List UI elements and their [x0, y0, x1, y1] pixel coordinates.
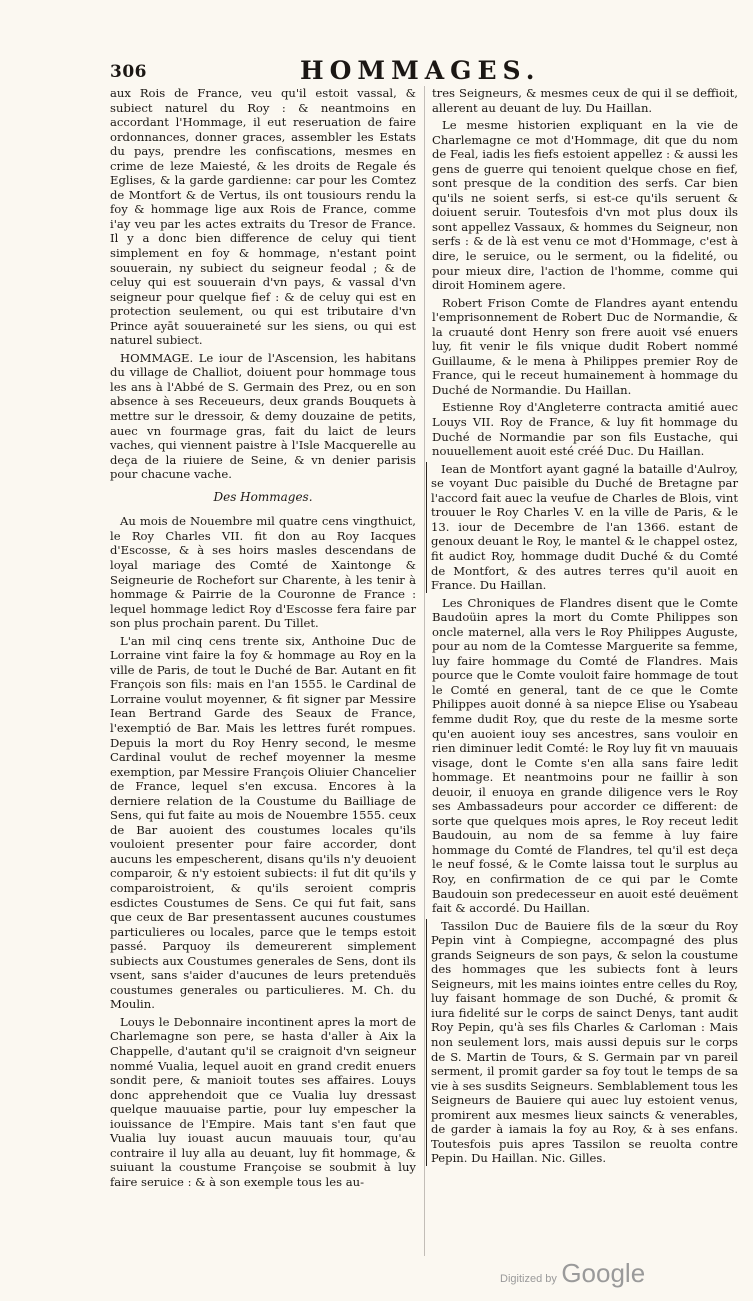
paragraph: Robert Frison Comte de Flandres ayant entendu l'emprisonnement de Robert Duc de Normandie, & la cruauté dont Henry son frere auoit vsé enuers luy, fit venir le fils vnique dudit Robert nommé Guillaume, & le mena à Philippes premier Roy de France, qui le receut humainement à hommage du Duché de Normandie. Du Haillan.	[432, 295, 738, 397]
page-header	[110, 56, 730, 86]
running-title: HOMMAGES.	[300, 56, 541, 85]
paragraph: HOMMAGE. Le iour de l'Ascension, les habitans du village de Challiot, doiuent pour hommage tous les ans à l'Abbé de S. Germain des Prez, ou en son absence à ses Receueurs, deux grands Bouquets à mettre sur le dressoir, & demy douzaine de petits, auec vn fourmage gras, fait du laict de leurs vaches, qui viennent paistre à l'Isle Macquerelle au deça de la riuiere de Seine, & vn denier parisis pour chacune vache.	[110, 350, 416, 482]
paragraph: Tassilon Duc de Bauiere fils de la sœur du Roy Pepin vint à Compiegne, accompagné des plus grands Seigneurs de son pays, & selon la coustume des hommages que les subiects font à leurs Seigneurs, mit les mains iointes entre celles du Roy, luy faisant hommage de son Duché, & promit & iura fidelité sur le corps de sainct Denys, tant audit Roy Pepin, qu'à ses fils Charles & Carloman : Mais non seulement lors, mais aussi depuis sur le corps de S. Martin de Tours, & S. Germain par vn pareil serment, il promit garder sa foy tout le temps de sa vie à ses susdits Seigneurs. Semblablement tous les Seigneurs de Bauiere qui auec luy estoient venus, promirent aux mesmes lieux saincts & venerables, de garder à iamais la foy au Roy, & à ses enfans. Toutesfois puis apres Tassilon se reuolta contre Pepin. Du Haillan. Nic. Gilles.	[426, 919, 738, 1166]
paragraph: aux Rois de France, veu qu'il estoit vassal, & subiect naturel du Roy : & neantmoins en accordant l'Hommage, il eut reseruation de faire ordonnances, donner graces, assembler les Estats du pays, prendre les confiscations, mesmes en crime de leze Maiesté, & les droits de Regale és Eglises, & la garde gardienne: car pour les Comtez de Montfort & de Vertus, ils ont tousiours rendu la foy & hommage lige aux Rois de France, comme i'ay veu par les actes extraits du Tresor de France. Il y a donc bien difference de celuy qui tient simplement en foy & hommage, n'estant point souuerain, ny subiect du seigneur feodal ; & de celuy qui est souuerain d'vn pays, & vassal d'vn seigneur pour quelque fief : & de celuy qui est en protection seulement, ou qui est tributaire d'vn Prince ayāt souueraineté sur les siens, ou qui est naturel subiect.	[110, 86, 416, 348]
right-column	[432, 86, 738, 1169]
paragraph: Estienne Roy d'Angleterre contracta amitié auec Louys VII. Roy de France, & luy fit hommage du Duché de Normandie par son fils Eustache, qui nouuellement auoit esté créé Duc. Du Haillan.	[432, 400, 738, 459]
paragraph: Iean de Montfort ayant gagné la bataille d'Aulroy, se voyant Duc paisible du Duché de Bretagne par l'accord fait auec la veufue de Charles de Blois, vint trouuer le Roy Charles V. en la ville de Paris, & le 13. iour de Decembre de l'an 1366. estant de genoux deuant le Roy, le mantel & le chappel ostez, fit audict Roy, hommage dudit Duché & du Comté de Montfort, & des autres terres qu'il auoit en France. Du Haillan.	[426, 462, 738, 593]
paragraph: Le mesme historien expliquant en la vie de Charlemagne ce mot d'Hommage, dit que du nom de Feal, iadis les fiefs estoient appellez : & aussi les gens de guerre qui tenoient quelque chose en fief, sont presque de la condition des serfs. Car bien qu'ils ne soient serfs, si est-ce qu'ils seruent & doiuent seruir. Toutesfois d'vn mot plus doux ils sont appellez Vassaux, & hommes du Seigneur, non serfs : & de là est venu ce mot d'Hommage, c'est à dire, le seruice, ou le serment, ou la fidelité, ou pour mieux dire, l'action de l'homme, comme qui diroit Hominem agere.	[432, 118, 738, 293]
watermark-prefix: Digitized by	[500, 1273, 557, 1285]
digitized-watermark	[500, 1258, 645, 1289]
section-heading: Des Hommages.	[213, 489, 313, 504]
page-number: 306	[110, 62, 147, 82]
watermark-brand: Google	[561, 1258, 646, 1288]
paragraph: L'an mil cinq cens trente six, Anthoine Duc de Lorraine vint faire la foy & hommage au Roy en la ville de Paris, de tout le Duché de Bar. Autant en fit François son fils: mais en l'an 1555. le Cardinal de Lorraine voulut moyenner, & fit signer par Messire Iean Bertrand Garde des Seaux de France, l'exemptió de Bar. Mais les lettres furét rompues. Depuis la mort du Roy Henry second, le mesme Cardinal voulut de rechef moyenner la mesme exemption, par Messire François Oliuier Chancelier de France, lequel s'en excusa. Encores à la derniere relation de la Coustume du Bailliage de Sens, qui fut faite au mois de Nouembre 1555. ceux de Bar auoient des coustumes locales qu'ils vouloient presenter pour faire accorder, dont aucuns les empescherent, disans qu'ils n'y deuoient comparoir, & n'y estoient subiects: il fut dit qu'ils y comparoistroient, & qu'ils seroient compris esdictes Coustumes de Sens. Ce qui fut fait, sans que ceux de Bar presentassent aucunes coustumes particulieres ou locales, parce que le temps estoit passé. Parquoy ils demeurerent simplement subiects aux Coustumes generales de Sens, dont ils vsent, sans s'aider d'aucunes de leurs pretenduës coustumes generales ou particulieres. M. Ch. du Moulin.	[110, 633, 416, 1012]
paragraph: Au mois de Nouembre mil quatre cens vingthuict, le Roy Charles VII. fit don au Roy Iacques d'Escosse, & à ses hoirs masles descendans de loyal mariage des Comté de Xaintonge & Seigneurie de Rochefort sur Charente, à les tenir à hommage & Pairrie de la Couronne de France : lequel hommage ledict Roy d'Escosse fera faire par son plus prochain parent. Du Tillet.	[110, 514, 416, 631]
paragraph: Louys le Debonnaire incontinent apres la mort de Charlemagne son pere, se hasta d'aller à Aix la Chappelle, d'autant qu'il se craignoit d'vn seigneur nommé Vualia, lequel auoit en grand credit enuers sondit pere, & manioit toutes ses affaires. Louys donc apprehendoit que ce Vualia luy dressast quelque mauuaise partie, pour luy empescher la iouissance de l'Empire. Mais tant s'en faut que Vualia luy iouast aucun mauuais tour, qu'au contraire il luy alla au deuant, luy fit hommage, & suiuant la coustume Françoise se soubmit à luy faire seruice : & à son exemple tous les au-	[110, 1014, 416, 1189]
paragraph: tres Seigneurs, & mesmes ceux de qui il se deffioit, allerent au deuant de luy. Du Haillan.	[432, 86, 738, 115]
paragraph: Les Chroniques de Flandres disent que le Comte Baudoüin apres la mort du Comte Philippes son oncle maternel, alla vers le Roy Philippes Auguste, pour au nom de la Comtesse Marguerite sa femme, luy faire hommage du Comté de Flandres. Mais pource que le Comte vouloit faire hommage de tout le Comté en general, tant de ce que le Comte Philippes auoit donné à sa niepce Elise ou Ysabeau femme dudit Roy, que du reste de la mesme sorte qu'en auoient iouy ses ancestres, sans vouloir en rien diminuer ledit Comté: le Roy luy fit vn mauuais visage, dont le Comte s'en alla sans faire ledit hommage. Et neantmoins pour ne faillir à son deuoir, il enuoya en grande diligence vers le Roy ses Ambassadeurs pour accorder ce different: de sorte que quelques mois apres, le Roy receut ledit Baudouin, au nom de sa femme à luy faire hommage du Comté de Flandres, tel qu'il est deça le neuf fossé, & le Comte laissa tout le surplus au Roy, en confirmation de ce qui par le Comte Baudouin son predecesseur en auoit esté deuëment fait & accordé. Du Haillan.	[432, 595, 738, 916]
column-divider	[424, 86, 425, 1256]
left-column	[110, 86, 416, 1192]
